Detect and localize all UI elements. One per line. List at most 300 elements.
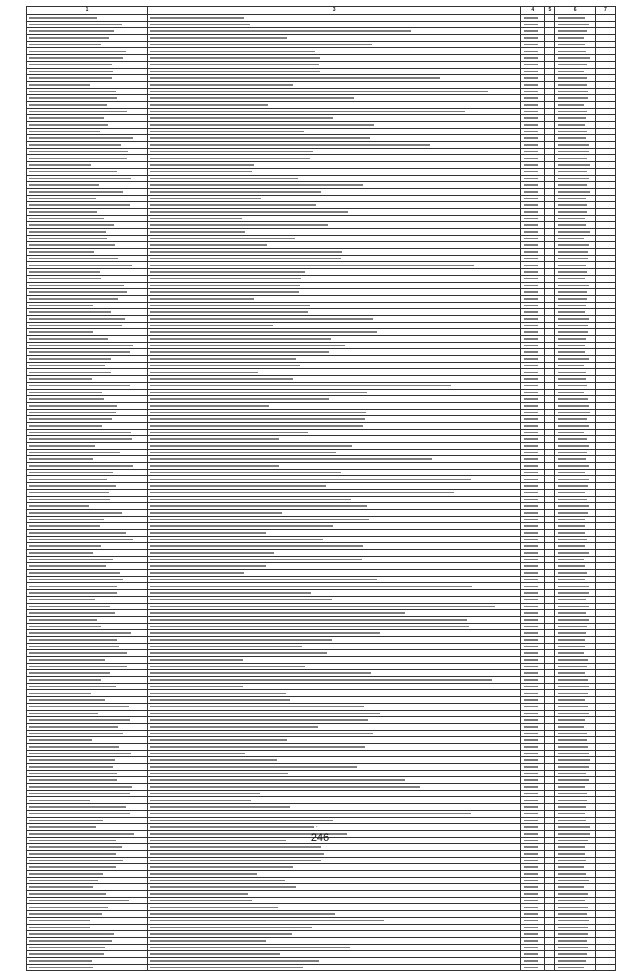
illegible-text: [29, 57, 123, 59]
illegible-text: [150, 345, 345, 347]
illegible-text: [150, 592, 311, 594]
empty-cell: [545, 349, 555, 356]
table-row: [27, 583, 616, 590]
empty-cell: [545, 195, 555, 202]
period-cell: [555, 195, 595, 202]
table-row: [27, 476, 616, 483]
empty-cell: [545, 717, 555, 724]
table-row: [27, 911, 616, 918]
illegible-text: [558, 773, 586, 775]
period-cell: [555, 128, 595, 135]
empty-cell: [545, 476, 555, 483]
illegible-text: [558, 77, 587, 79]
year-cell: [521, 315, 545, 322]
address-cell: [27, 108, 148, 115]
table-row: [27, 208, 616, 215]
address-cell: [27, 603, 148, 610]
work-description-cell: [148, 489, 521, 496]
period-cell: [555, 556, 595, 563]
work-description-cell: [148, 128, 521, 135]
work-description-cell: [148, 336, 521, 343]
table-row: [27, 255, 616, 262]
illegible-text: [524, 672, 538, 674]
table-row: [27, 456, 616, 463]
illegible-text: [558, 291, 587, 293]
period-cell: [555, 41, 595, 48]
work-description-cell: [148, 743, 521, 750]
address-cell: [27, 784, 148, 791]
illegible-text: [29, 432, 131, 434]
illegible-text: [29, 71, 113, 73]
illegible-text: [524, 953, 538, 955]
year-cell: [521, 623, 545, 630]
address-cell: [27, 35, 148, 42]
work-description-cell: [148, 964, 521, 971]
table-row: [27, 804, 616, 811]
illegible-text: [524, 44, 538, 46]
period-cell: [555, 95, 595, 102]
illegible-text: [558, 137, 586, 139]
empty-cell: [545, 516, 555, 523]
work-description-cell: [148, 570, 521, 577]
illegible-text: [558, 111, 587, 113]
illegible-text: [558, 479, 589, 481]
table-row: [27, 924, 616, 931]
table-row: [27, 623, 616, 630]
period-cell: [555, 730, 595, 737]
illegible-text: [558, 432, 584, 434]
work-description-cell: [148, 275, 521, 282]
empty-cell: [545, 543, 555, 550]
illegible-text: [558, 445, 589, 447]
year-cell: [521, 369, 545, 376]
period-cell: [555, 362, 595, 369]
empty-cell: [545, 356, 555, 363]
illegible-text: [524, 204, 538, 206]
illegible-text: [29, 666, 127, 668]
illegible-text: [558, 278, 585, 280]
empty-cell: [545, 797, 555, 804]
work-description-cell: [148, 416, 521, 423]
address-cell: [27, 329, 148, 336]
illegible-text: [29, 137, 133, 139]
illegible-text: [29, 893, 106, 895]
empty-cell: [595, 302, 615, 309]
empty-cell: [595, 570, 615, 577]
period-cell: [555, 636, 595, 643]
illegible-text: [524, 338, 538, 340]
period-cell: [555, 690, 595, 697]
period-cell: [555, 817, 595, 824]
year-cell: [521, 429, 545, 436]
period-cell: [555, 710, 595, 717]
year-cell: [521, 362, 545, 369]
work-description-cell: [148, 309, 521, 316]
address-cell: [27, 235, 148, 242]
illegible-text: [558, 385, 587, 387]
empty-cell: [595, 576, 615, 583]
illegible-text: [150, 372, 258, 374]
work-description-cell: [148, 723, 521, 730]
address-cell: [27, 757, 148, 764]
period-cell: [555, 944, 595, 951]
work-description-cell: [148, 523, 521, 530]
empty-cell: [595, 215, 615, 222]
year-cell: [521, 195, 545, 202]
illegible-text: [150, 873, 257, 875]
empty-cell: [595, 957, 615, 964]
illegible-text: [524, 365, 538, 367]
empty-cell: [545, 35, 555, 42]
address-cell: [27, 429, 148, 436]
illegible-text: [558, 305, 586, 307]
empty-cell: [595, 536, 615, 543]
work-description-cell: [148, 215, 521, 222]
empty-cell: [545, 850, 555, 857]
empty-cell: [545, 623, 555, 630]
illegible-text: [29, 846, 122, 848]
period-cell: [555, 670, 595, 677]
year-cell: [521, 376, 545, 383]
illegible-text: [524, 184, 538, 186]
table-row: [27, 590, 616, 597]
year-cell: [521, 142, 545, 149]
work-description-cell: [148, 382, 521, 389]
year-cell: [521, 850, 545, 857]
empty-cell: [545, 877, 555, 884]
empty-cell: [595, 717, 615, 724]
work-description-cell: [148, 810, 521, 817]
address-cell: [27, 128, 148, 135]
table-row: [27, 630, 616, 637]
illegible-text: [524, 331, 538, 333]
illegible-text: [524, 960, 538, 962]
year-cell: [521, 443, 545, 450]
illegible-text: [150, 258, 341, 260]
column-header: 1: [27, 7, 148, 15]
table-row: [27, 543, 616, 550]
period-cell: [555, 262, 595, 269]
work-description-cell: [148, 295, 521, 302]
empty-cell: [545, 202, 555, 209]
empty-cell: [545, 262, 555, 269]
empty-cell: [595, 416, 615, 423]
address-cell: [27, 402, 148, 409]
address-cell: [27, 215, 148, 222]
year-cell: [521, 817, 545, 824]
period-cell: [555, 356, 595, 363]
illegible-text: [150, 893, 248, 895]
address-cell: [27, 503, 148, 510]
table-row: [27, 369, 616, 376]
work-description-cell: [148, 603, 521, 610]
illegible-text: [558, 713, 589, 715]
period-cell: [555, 911, 595, 918]
illegible-text: [29, 311, 111, 313]
work-description-cell: [148, 864, 521, 871]
illegible-text: [150, 479, 471, 481]
illegible-text: [558, 425, 589, 427]
year-cell: [521, 148, 545, 155]
illegible-text: [29, 699, 105, 701]
address-cell: [27, 476, 148, 483]
empty-cell: [545, 777, 555, 784]
illegible-text: [524, 733, 538, 735]
illegible-text: [524, 211, 538, 213]
table-row: [27, 88, 616, 95]
table-row: [27, 142, 616, 149]
illegible-text: [558, 17, 585, 19]
empty-cell: [595, 122, 615, 129]
illegible-text: [524, 325, 538, 327]
illegible-text: [150, 586, 472, 588]
empty-cell: [595, 15, 615, 22]
illegible-text: [29, 331, 93, 333]
period-cell: [555, 509, 595, 516]
illegible-text: [524, 178, 538, 180]
illegible-text: [558, 97, 588, 99]
illegible-text: [150, 646, 302, 648]
table-row: [27, 322, 616, 329]
empty-cell: [545, 824, 555, 831]
year-cell: [521, 135, 545, 142]
empty-cell: [595, 295, 615, 302]
empty-cell: [595, 556, 615, 563]
illegible-text: [150, 900, 252, 902]
year-cell: [521, 536, 545, 543]
illegible-text: [150, 244, 267, 246]
illegible-text: [150, 579, 377, 581]
illegible-text: [558, 813, 585, 815]
year-cell: [521, 911, 545, 918]
illegible-text: [150, 124, 374, 126]
year-cell: [521, 576, 545, 583]
illegible-text: [29, 385, 130, 387]
illegible-text: [524, 940, 538, 942]
illegible-text: [524, 151, 538, 153]
table-row: [27, 503, 616, 510]
illegible-text: [558, 846, 585, 848]
work-description-cell: [148, 108, 521, 115]
illegible-text: [558, 84, 587, 86]
illegible-text: [558, 244, 589, 246]
empty-cell: [595, 737, 615, 744]
work-description-cell: [148, 670, 521, 677]
empty-cell: [595, 81, 615, 88]
table-row: [27, 864, 616, 871]
illegible-text: [524, 893, 538, 895]
illegible-text: [29, 104, 107, 106]
illegible-text: [524, 565, 538, 567]
year-cell: [521, 282, 545, 289]
illegible-text: [558, 860, 586, 862]
illegible-text: [150, 886, 296, 888]
illegible-text: [558, 793, 587, 795]
empty-cell: [545, 282, 555, 289]
year-cell: [521, 269, 545, 276]
address-cell: [27, 369, 148, 376]
illegible-text: [29, 559, 113, 561]
period-cell: [555, 463, 595, 470]
illegible-text: [29, 37, 109, 39]
work-description-cell: [148, 168, 521, 175]
table-row: [27, 636, 616, 643]
illegible-text: [150, 880, 285, 882]
address-cell: [27, 115, 148, 122]
empty-cell: [545, 269, 555, 276]
period-cell: [555, 924, 595, 931]
work-description-cell: [148, 469, 521, 476]
address-cell: [27, 884, 148, 891]
empty-cell: [545, 683, 555, 690]
empty-cell: [595, 503, 615, 510]
illegible-text: [150, 392, 367, 394]
year-cell: [521, 122, 545, 129]
illegible-text: [558, 492, 585, 494]
period-cell: [555, 443, 595, 450]
address-cell: [27, 844, 148, 851]
year-cell: [521, 636, 545, 643]
work-description-cell: [148, 563, 521, 570]
illegible-text: [29, 238, 107, 240]
period-cell: [555, 784, 595, 791]
empty-cell: [545, 122, 555, 129]
address-cell: [27, 81, 148, 88]
illegible-text: [150, 171, 252, 173]
table-row: [27, 576, 616, 583]
empty-cell: [545, 643, 555, 650]
illegible-text: [150, 512, 282, 514]
illegible-text: [524, 91, 538, 93]
illegible-text: [29, 372, 111, 374]
empty-cell: [595, 630, 615, 637]
address-cell: [27, 677, 148, 684]
year-cell: [521, 616, 545, 623]
table-row: [27, 402, 616, 409]
illegible-text: [29, 786, 132, 788]
empty-cell: [595, 21, 615, 28]
year-cell: [521, 275, 545, 282]
illegible-text: [29, 285, 124, 287]
illegible-text: [524, 759, 538, 761]
empty-cell: [545, 503, 555, 510]
year-cell: [521, 764, 545, 771]
work-description-cell: [148, 663, 521, 670]
year-cell: [521, 663, 545, 670]
address-cell: [27, 148, 148, 155]
work-description-cell: [148, 28, 521, 35]
illegible-text: [29, 231, 106, 233]
work-description-cell: [148, 730, 521, 737]
table-row: [27, 81, 616, 88]
address-cell: [27, 15, 148, 22]
illegible-text: [29, 458, 93, 460]
period-cell: [555, 483, 595, 490]
illegible-text: [150, 505, 367, 507]
empty-cell: [545, 389, 555, 396]
year-cell: [521, 229, 545, 236]
address-cell: [27, 135, 148, 142]
address-cell: [27, 349, 148, 356]
illegible-text: [29, 733, 123, 735]
table-row: [27, 844, 616, 851]
work-description-cell: [148, 690, 521, 697]
empty-cell: [595, 275, 615, 282]
illegible-text: [29, 907, 108, 909]
illegible-text: [558, 873, 586, 875]
period-cell: [555, 302, 595, 309]
illegible-text: [150, 30, 411, 32]
period-cell: [555, 409, 595, 416]
work-description-cell: [148, 115, 521, 122]
empty-cell: [545, 95, 555, 102]
year-cell: [521, 356, 545, 363]
empty-cell: [595, 188, 615, 195]
address-cell: [27, 61, 148, 68]
illegible-text: [524, 572, 538, 574]
illegible-text: [558, 806, 586, 808]
illegible-text: [524, 64, 538, 66]
empty-cell: [545, 336, 555, 343]
year-cell: [521, 937, 545, 944]
year-cell: [521, 28, 545, 35]
illegible-text: [558, 164, 590, 166]
address-cell: [27, 643, 148, 650]
table-row: [27, 496, 616, 503]
empty-cell: [545, 188, 555, 195]
table-row: [27, 162, 616, 169]
empty-cell: [545, 770, 555, 777]
illegible-text: [29, 278, 101, 280]
illegible-text: [150, 786, 420, 788]
illegible-text: [150, 37, 287, 39]
empty-cell: [545, 229, 555, 236]
empty-cell: [595, 543, 615, 550]
work-description-cell: [148, 449, 521, 456]
illegible-text: [150, 846, 321, 848]
illegible-text: [150, 853, 324, 855]
illegible-text: [558, 927, 588, 929]
period-cell: [555, 550, 595, 557]
illegible-text: [558, 519, 585, 521]
period-cell: [555, 543, 595, 550]
illegible-text: [524, 686, 538, 688]
empty-cell: [545, 563, 555, 570]
empty-cell: [545, 289, 555, 296]
empty-cell: [545, 489, 555, 496]
empty-cell: [545, 924, 555, 931]
illegible-text: [524, 900, 538, 902]
table-row: [27, 657, 616, 664]
table-row: [27, 429, 616, 436]
illegible-text: [150, 920, 384, 922]
table-row: [27, 35, 616, 42]
year-cell: [521, 871, 545, 878]
year-cell: [521, 489, 545, 496]
illegible-text: [150, 759, 277, 761]
address-cell: [27, 877, 148, 884]
illegible-text: [150, 539, 323, 541]
illegible-text: [29, 880, 98, 882]
illegible-text: [558, 351, 585, 353]
address-cell: [27, 931, 148, 938]
illegible-text: [558, 880, 589, 882]
illegible-text: [558, 51, 586, 53]
illegible-text: [558, 298, 587, 300]
work-description-cell: [148, 41, 521, 48]
address-cell: [27, 28, 148, 35]
work-description-cell: [148, 757, 521, 764]
